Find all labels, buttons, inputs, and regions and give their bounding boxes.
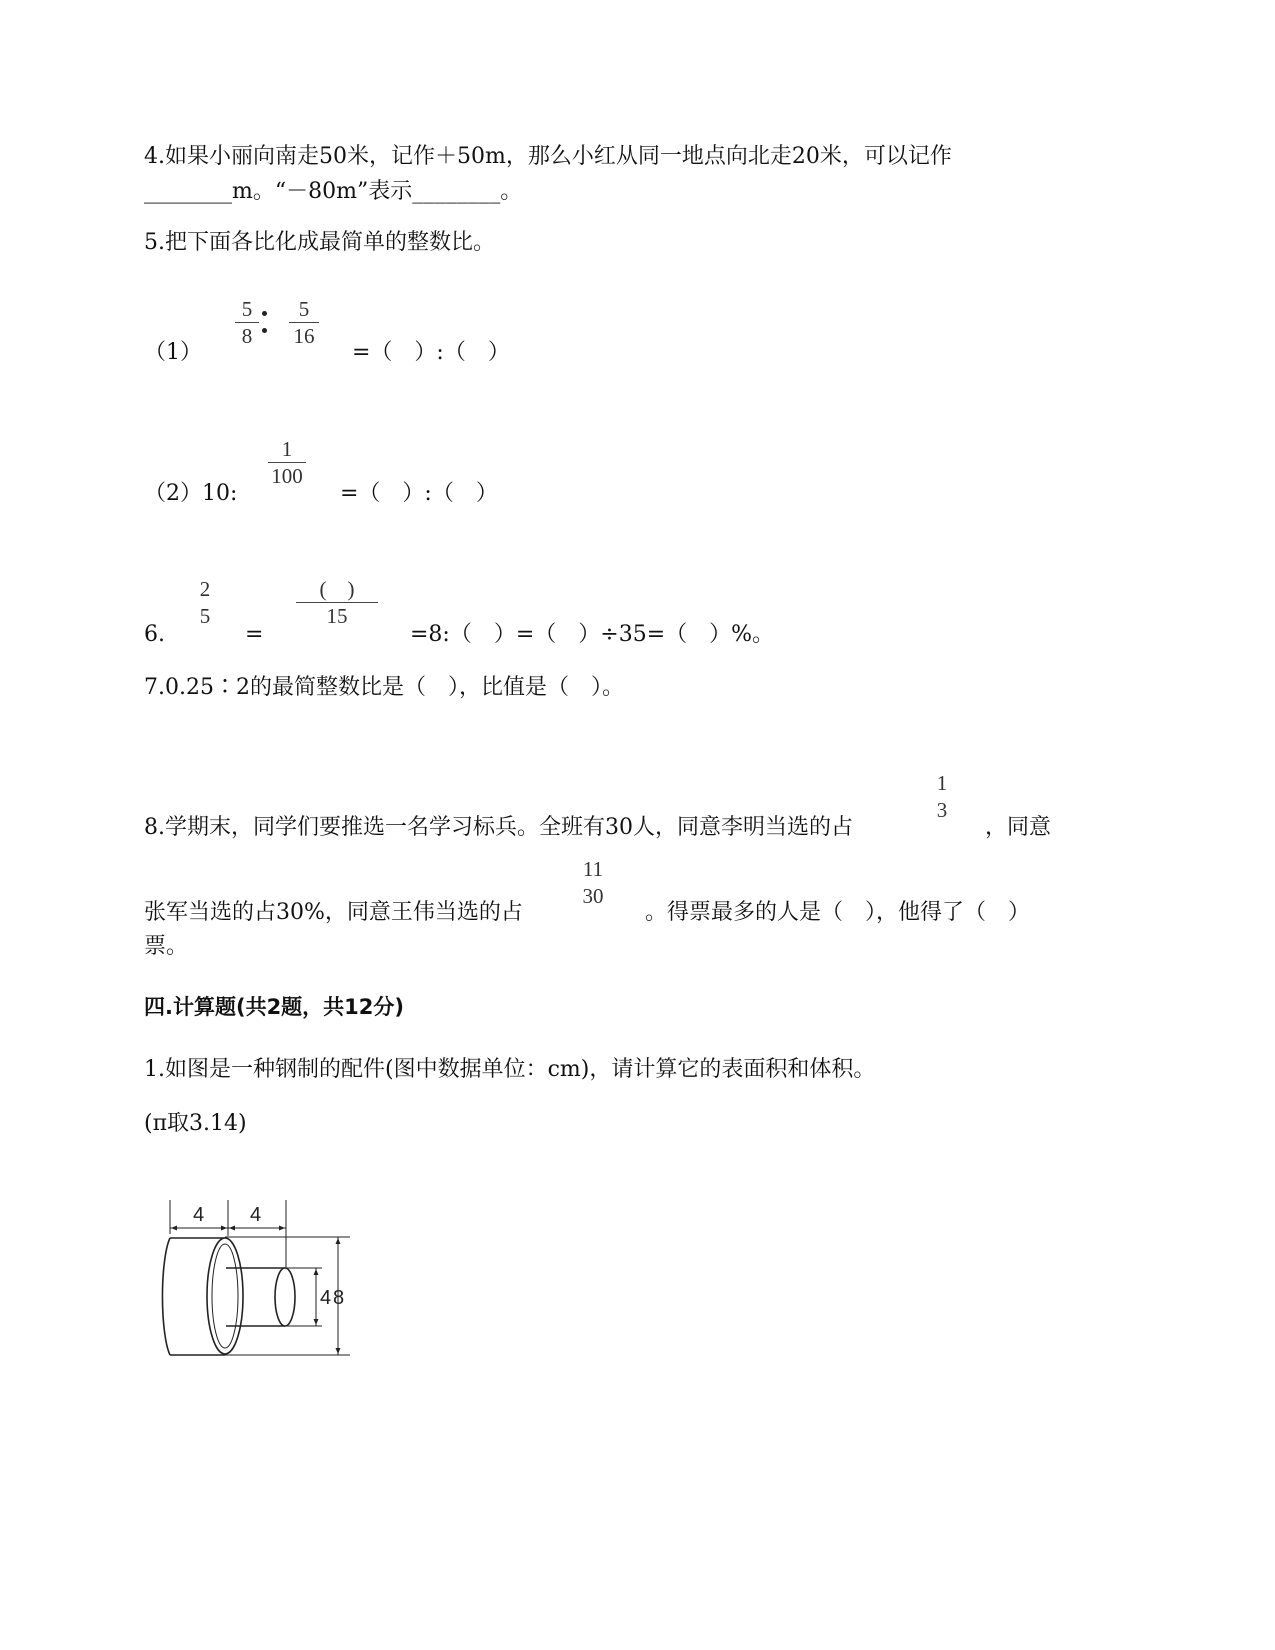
q5-title: 5.把下面各比化成最简单的整数比。 — [144, 230, 495, 255]
q5-item1-fraction-a — [235, 297, 259, 348]
q4-line1: 4.如果小丽向南走50米，记作＋50m，那么小红从同一地点向北走20米，可以记作 — [144, 144, 952, 169]
outer-cylinder-back-edge — [162, 1238, 170, 1355]
fraction-bar — [193, 602, 217, 603]
fraction-numerator: 11 — [582, 857, 604, 881]
fraction-bar — [289, 322, 319, 323]
q5-item2-fraction — [268, 437, 306, 488]
fraction-bar — [296, 602, 378, 603]
fraction-denominator: 30 — [582, 884, 604, 908]
q5-item1-fraction-b — [289, 297, 319, 348]
dim-inner-label: 4 — [320, 1287, 332, 1309]
fraction-denominator: 8 — [241, 324, 253, 348]
fraction-denominator: 16 — [293, 324, 315, 348]
q7-text: 7.0.25∶2的最简整数比是（ ），比值是（ ）。 — [144, 675, 624, 700]
fraction-bar — [930, 796, 954, 797]
q8-part3: 张军当选的占30%，同意王伟当选的占 — [144, 900, 523, 925]
q8-fraction-2 — [578, 857, 608, 908]
q4-line2: ________m。“－80m”表示________。 — [144, 179, 523, 204]
q5-item1-result: =（ ）:（ ） — [352, 340, 510, 365]
steel-fitting-figure — [140, 1190, 370, 1365]
ratio-colon-icon — [262, 308, 268, 338]
q5-item1-label: （1） — [144, 340, 202, 365]
q5-item2-label: （2）10: — [144, 481, 238, 506]
fraction-denominator: 15 — [326, 604, 348, 628]
fraction-numerator: 2 — [199, 577, 211, 601]
fraction-bar — [268, 462, 306, 463]
q8-part4: 。得票最多的人是（ ），他得了（ ） — [645, 900, 1031, 925]
fraction-denominator: 3 — [936, 798, 948, 822]
q8-fraction-1 — [930, 771, 954, 822]
q6-fraction-a — [193, 577, 217, 628]
fraction-numerator: 5 — [298, 297, 310, 321]
calc1-pi-note: (π取3.14) — [144, 1111, 247, 1136]
q8-part1: 8.学期末，同学们要推选一名学习标兵。全班有30人，同意李明当选的占 — [144, 815, 853, 840]
q8-part5: 票。 — [144, 934, 189, 959]
calc1-text: 1.如图是一种钢制的配件(图中数据单位：cm)，请计算它的表面积和体积。 — [144, 1057, 876, 1082]
fraction-bar — [235, 322, 259, 323]
fraction-denominator: 100 — [271, 464, 303, 488]
fraction-bar — [578, 882, 608, 883]
q6-equals: = — [245, 622, 264, 647]
q8-part2: ，同意 — [985, 815, 1052, 840]
fraction-numerator: 1 — [281, 437, 293, 461]
section-heading: 四.计算题(共2题，共12分) — [144, 995, 405, 1019]
fraction-numerator: ( ) — [319, 577, 355, 601]
inner-cylinder-face — [275, 1268, 295, 1326]
fraction-denominator: 5 — [199, 604, 211, 628]
fraction-numerator: 1 — [936, 771, 948, 795]
fraction-numerator: 5 — [241, 297, 253, 321]
dim-left-label: 4 — [193, 1204, 205, 1226]
q6-fraction-b — [296, 577, 378, 628]
q6-rest: =8:（ ）=（ ）÷35=（ ）%。 — [410, 622, 775, 647]
q5-item2-result: =（ ）:（ ） — [340, 481, 498, 506]
dim-right-label: 4 — [250, 1204, 262, 1226]
q6-label: 6. — [144, 622, 165, 647]
dim-outer-label: 8 — [333, 1287, 345, 1309]
